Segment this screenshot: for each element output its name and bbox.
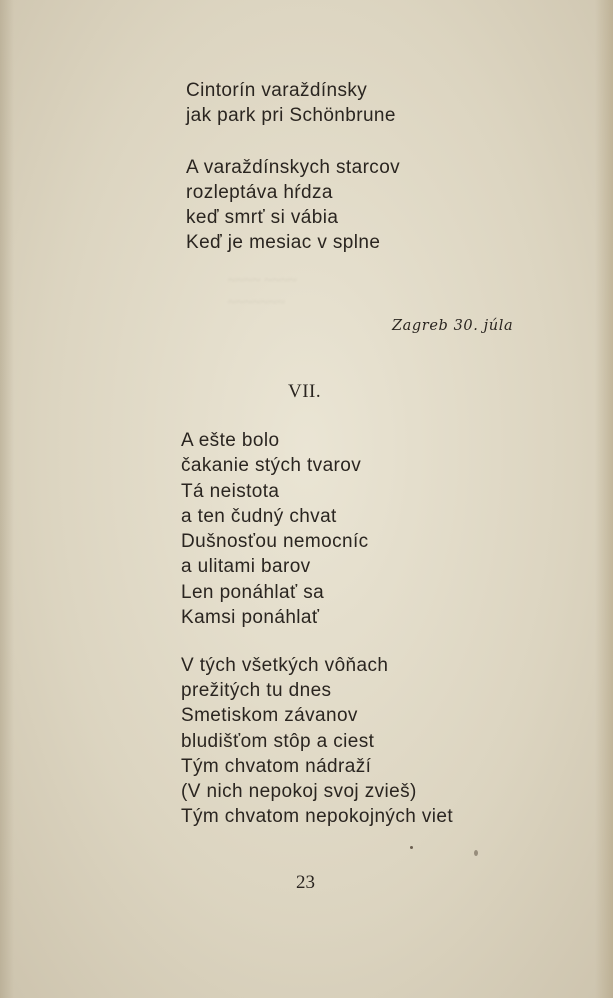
poem-line: Len ponáhlať sa bbox=[181, 581, 325, 603]
poem-line: Tá neistota bbox=[181, 480, 280, 502]
poem-line: A varaždínskych starcov bbox=[186, 157, 401, 178]
paper-speck bbox=[410, 846, 413, 849]
poem-line: prežitých tu dnes bbox=[181, 680, 332, 702]
poem-line: a ulitami barov bbox=[181, 556, 311, 578]
poem-line: rozleptáva hŕdza bbox=[186, 182, 333, 203]
place-date-signature: Zagreb 30. júla bbox=[392, 318, 514, 334]
poem-line: Tým chvatom nádraží bbox=[181, 755, 372, 777]
poem-line: A ešte bolo bbox=[181, 430, 280, 451]
poem-line: bludišťom stôp a ciest bbox=[181, 730, 375, 752]
poem-line: Cintorín varaždínsky bbox=[186, 80, 368, 101]
poem-line: V tých všetkých vôňach bbox=[181, 655, 389, 676]
stanza-4 bbox=[181, 653, 453, 829]
page-edge-shadow bbox=[595, 0, 613, 998]
bleed-through-text: ~~~~ ~~~~ ~~~~~~~ bbox=[228, 273, 297, 311]
poem-line: Kamsi ponáhlať bbox=[181, 607, 320, 629]
poem-line: jak park pri Schönbrune bbox=[186, 105, 396, 126]
poem-line: Keď je mesiac v splne bbox=[186, 232, 381, 253]
stanza-3 bbox=[181, 428, 369, 630]
poem-line: Smetiskom závanov bbox=[181, 705, 358, 727]
poem-line: Dušnosťou nemocníc bbox=[181, 531, 369, 553]
poem-line: Tým chvatom nepokojných viet bbox=[181, 806, 454, 828]
stanza-1 bbox=[186, 78, 396, 128]
page-gutter-shadow bbox=[0, 0, 14, 998]
poem-line: keď smrť si vábia bbox=[186, 207, 339, 228]
poem-line: (V nich nepokoj svoj zvieš) bbox=[181, 781, 417, 803]
poem-line: a ten čudný chvat bbox=[181, 505, 337, 527]
page-number: 23 bbox=[296, 872, 315, 893]
stanza-2 bbox=[186, 155, 400, 255]
poem-line: čakanie stých tvarov bbox=[181, 455, 362, 477]
paper-speck bbox=[474, 850, 478, 856]
section-title: VII. bbox=[288, 381, 322, 402]
